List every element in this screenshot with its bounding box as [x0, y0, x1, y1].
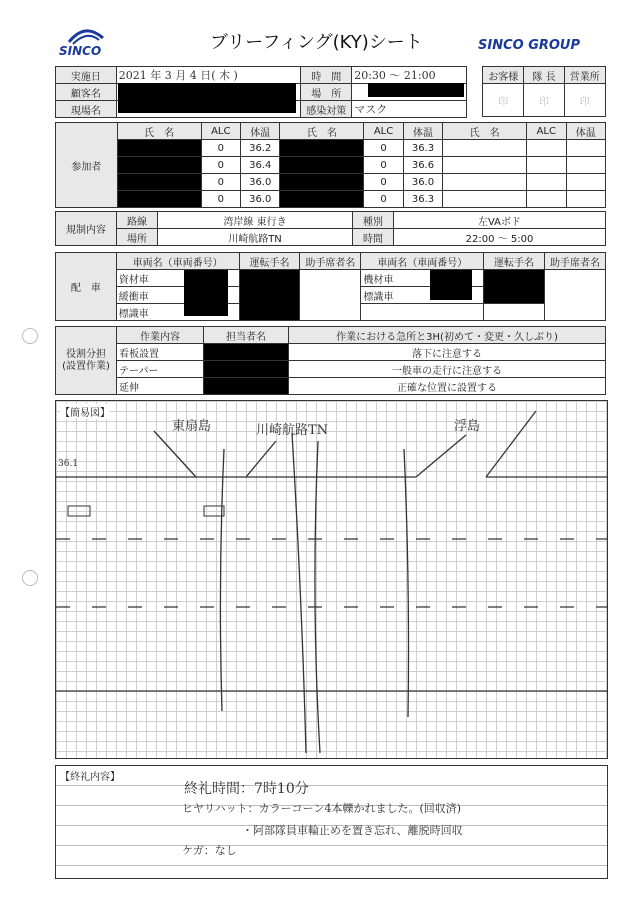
redaction — [430, 270, 472, 300]
col-alc-1: ALC — [201, 123, 240, 140]
end-time-line: 終礼時間：7時10分 — [184, 781, 309, 797]
label-ukishima: 浮島 — [454, 419, 481, 434]
col-key: 作業における急所と3H(初めて・変更・久しぶり) — [289, 327, 606, 344]
col-vehicle-2: 車両名（車両番号） — [361, 253, 484, 270]
diagram-area — [55, 400, 608, 759]
time-label: 時 間 — [301, 67, 352, 84]
col-alc-2: ALC — [364, 123, 403, 140]
role-row: テーパー 一般車の走行に注意する — [56, 361, 606, 378]
infection-label: 感染対策 — [301, 101, 352, 118]
regulation-table — [55, 211, 606, 246]
vehicle-row: 緩衝車 標識車 — [56, 287, 606, 304]
participants-label: 参加者 — [56, 123, 118, 208]
participants-table — [55, 122, 606, 208]
col-name-1: 氏 名 — [117, 123, 201, 140]
participant-row: 0 36.4 0 36.6 — [56, 157, 606, 174]
col-alc-3: ALC — [527, 123, 566, 140]
participant-row: 0 36.0 0 36.3 — [56, 191, 606, 208]
participant-row: 0 36.2 0 36.3 — [56, 140, 606, 157]
label-higashi-ogishima: 東扇島 — [172, 419, 212, 434]
col-assistant-2: 助手席者名 — [544, 253, 605, 270]
logo-text: SINCO — [59, 44, 102, 58]
approval-label-leader: 隊 長 — [524, 67, 564, 84]
location-value: 川崎航路TN — [158, 229, 353, 246]
col-work: 作業内容 — [117, 327, 204, 344]
kp-label: 36.1 — [58, 459, 79, 469]
redaction — [118, 83, 296, 113]
end-report-label: 【終礼内容】 — [60, 768, 120, 783]
role-row: 看板設置 落下に注意する — [56, 344, 606, 361]
role-row: 延伸 正確な位置に設置する — [56, 378, 606, 395]
road-sketch — [56, 401, 607, 758]
type-label: 種別 — [353, 212, 394, 229]
col-driver-1: 運転手名 — [239, 253, 300, 270]
end-report-area — [55, 765, 608, 879]
roles-table — [55, 326, 606, 395]
col-name-3: 氏 名 — [443, 123, 527, 140]
near-miss-detail-line: ・阿部隊員車輪止めを置き忘れ、離脱時回収 — [242, 824, 463, 837]
approval-label-office: 営業所 — [564, 67, 605, 84]
stamp-leader: 印 — [524, 84, 564, 117]
page-title: ブリーフィング(KY)シート — [210, 32, 423, 53]
punch-hole — [22, 570, 38, 586]
punch-hole — [22, 328, 38, 344]
vehicle-row: 標識車 — [56, 304, 606, 321]
injury-line: ケガ：なし — [182, 844, 237, 857]
sinco-logo — [55, 20, 115, 60]
place-label: 場 所 — [301, 84, 352, 101]
route-label: 路線 — [117, 212, 158, 229]
infection-value: マスク — [352, 101, 467, 118]
location-label: 場所 — [117, 229, 158, 246]
time-value: 20:30 〜 21:00 — [352, 67, 467, 84]
col-assistant-1: 助手席者名 — [300, 253, 361, 270]
date-label: 実施日 — [56, 67, 117, 84]
near-miss-line: ヒヤリハット：カラーコーン4本轢かれました。(回収済) — [182, 802, 462, 815]
site-label: 現場名 — [56, 101, 117, 118]
approval-table — [482, 66, 606, 117]
vehicle-row: 資材車 機材車 — [56, 270, 606, 287]
col-driver-2: 運転手名 — [484, 253, 545, 270]
col-vehicle-1: 車両名（車両番号） — [116, 253, 239, 270]
group-text: SINCO GROUP — [478, 38, 581, 53]
regulation-label: 規制内容 — [56, 212, 117, 246]
reg-time-label: 時間 — [353, 229, 394, 246]
vehicles-table — [55, 252, 606, 321]
reg-time-value: 22:00 〜 5:00 — [394, 229, 606, 246]
redaction — [184, 270, 228, 316]
redaction — [368, 83, 464, 97]
date-value: 2021 年 3 月 4 日( 木 ) — [116, 67, 300, 84]
diagram-label: 【簡易図】 — [60, 404, 110, 419]
roles-label: 役割分担 (設置作業) — [56, 327, 117, 395]
stamp-office: 印 — [564, 84, 605, 117]
label-tunnel: 川崎航路TN — [256, 423, 329, 438]
col-temp-3: 体温 — [566, 123, 606, 140]
type-value: 左VAボド — [394, 212, 606, 229]
participant-row: 0 36.0 0 36.0 — [56, 174, 606, 191]
stamp-client: 印 — [483, 84, 524, 117]
col-temp-1: 体温 — [241, 123, 280, 140]
col-temp-2: 体温 — [403, 123, 442, 140]
route-value: 湾岸線 東行き — [158, 212, 353, 229]
approval-label-client: お客様 — [483, 67, 524, 84]
vehicles-label: 配 車 — [56, 253, 117, 321]
client-label: 顧客名 — [56, 84, 117, 101]
col-person: 担当者名 — [204, 327, 289, 344]
col-name-2: 氏 名 — [280, 123, 364, 140]
